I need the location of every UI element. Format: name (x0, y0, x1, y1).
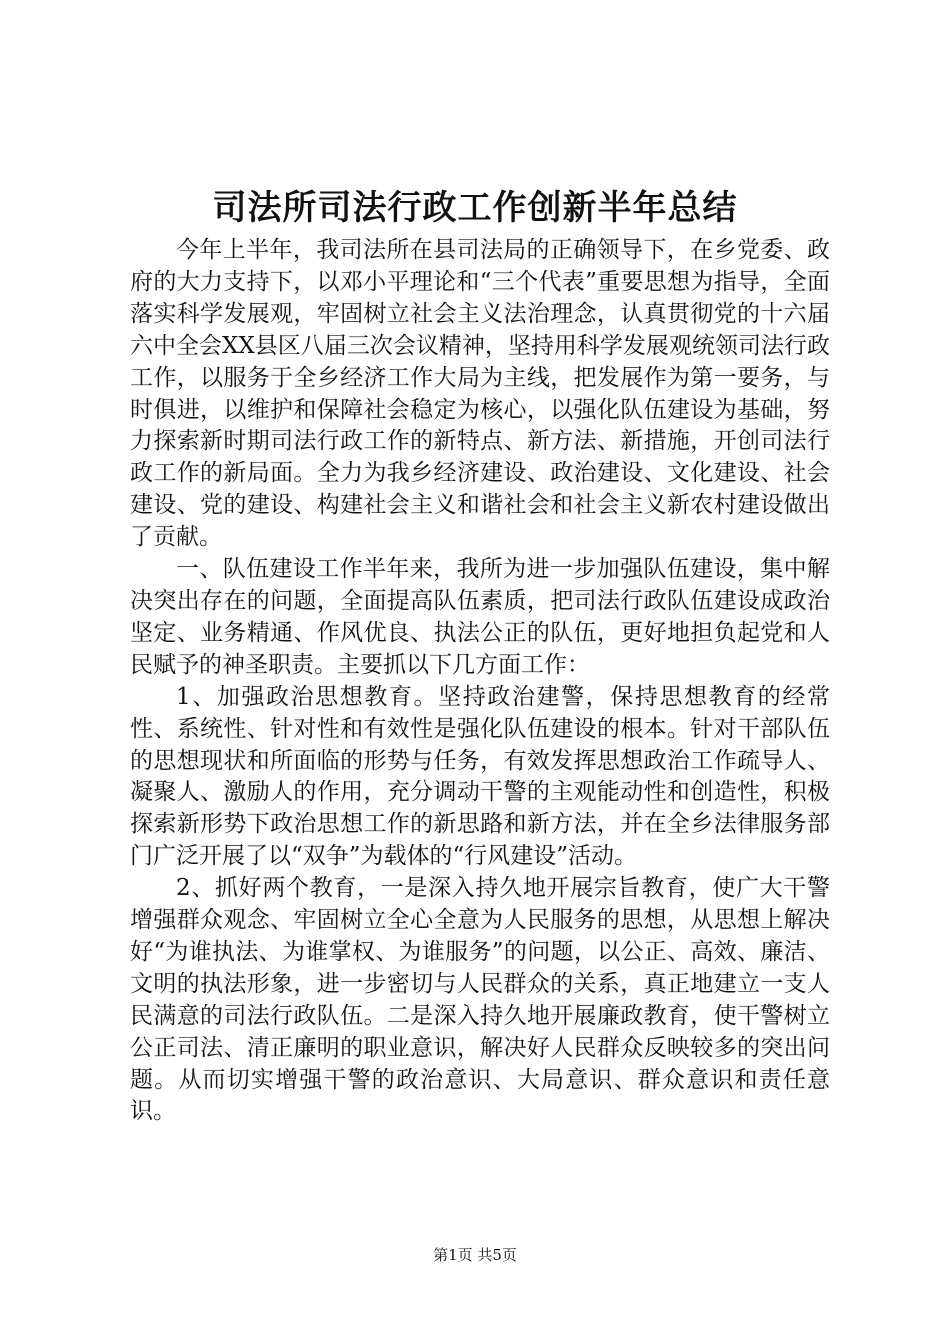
paragraph-two-educations: 2、抓好两个教育，一是深入持久地开展宗旨教育，使广大干警增强群众观念、牢固树立全心全意为人民服务的思想，从思想上解决好“为谁执法、为谁掌权、为谁服务”的问题，以公正、高效、廉洁、文明的执法形象，进一步密切与人民群众的关系，真正地建立一支人民满意的司法行政队伍。二是深入持久地开展廉政教育，使干警树立公正司法、清正廉明的职业意识，解决好人民群众反映较多的突出问题。从而切实增强干警的政治意识、大局意识、群众意识和责任意识。 (130, 875, 830, 1125)
paragraph-intro: 今年上半年，我司法所在县司法局的正确领导下，在乡党委、政府的大力支持下，以邓小平理论和“三个代表”重要思想为指导，全面落实科学发展观，牢固树立社会主义法治理念，认真贯彻党的十六届六中全会XX县区八届三次会议精神，坚持用科学发展观统领司法行政工作，以服务于全乡经济工作大局为主线，把发展作为第一要务，与时俱进，以维护和保障社会稳定为核心，以强化队伍建设为基础，努力探索新时期司法行政工作的新特点、新方法、新措施，开创司法行政工作的新局面。全力为我乡经济建设、政治建设、文化建设、社会建设、党的建设、构建社会主义和谐社会和社会主义新农村建设做出了贡献。 (130, 237, 830, 551)
page-footer: 第1页 共5页 (433, 1246, 517, 1264)
document-title: 司法所司法行政工作创新半年总结 (212, 188, 738, 228)
document-body (130, 235, 830, 1128)
paragraph-political-education: 1、加强政治思想教育。坚持政治建警，保持思想教育的经常性、系统性、针对性和有效性是强化队伍建设的根本。针对干部队伍的思想现状和所面临的形势与任务，有效发挥思想政治工作疏导人、凝聚人、激励人的作用，充分调动干警的主观能动性和创造性，积极探索新形势下政治思想工作的新思路和新方法，并在全乡法律服务部门广泛开展了以“双争”为载体的“行风建设”活动。 (130, 683, 830, 870)
paragraph-team-building: 一、队伍建设工作半年来，我所为进一步加强队伍建设，集中解决突出存在的问题，全面提高队伍素质，把司法行政队伍建设成政治坚定、业务精通、作风优良、执法公正的队伍，更好地担负起党和人民赋予的神圣职责。主要抓以下几方面工作： (130, 556, 830, 678)
